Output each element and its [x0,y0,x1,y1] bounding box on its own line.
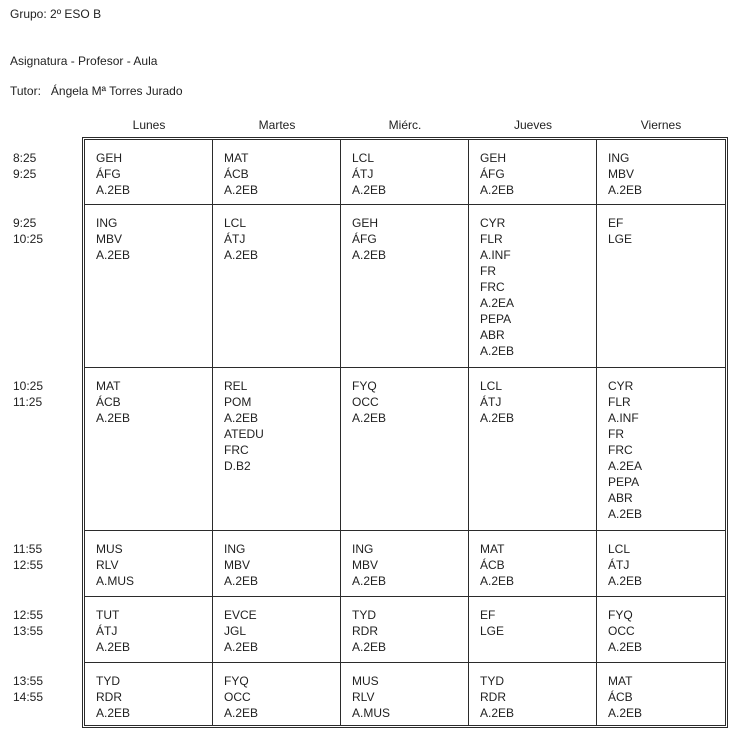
timetable-cell [85,368,213,531]
tutor-label: Tutor: [10,84,41,98]
cell-line: A.2EB [608,706,643,720]
day-header: Miérc. [388,118,422,132]
cell-line: MAT [96,379,121,393]
cell-line: A.2EB [352,640,387,654]
cell-line: LGE [480,624,505,638]
cell-line: A.2EA [608,459,643,473]
cell-line: A.INF [608,411,639,425]
cell-line: A.2EB [608,640,643,654]
cell-line: A.2EB [480,574,515,588]
cell-line: CYR [480,216,506,230]
cell-line: A.INF [480,248,511,262]
timetable-cell [597,140,725,205]
cell-line: RLV [352,690,375,704]
cell-line: TYD [352,608,376,622]
cell-line: ÁFG [96,167,121,181]
cell-line: GEH [96,151,123,165]
time-slot-label [0,140,82,205]
timetable-cell [213,205,341,368]
cell-line: ABR [480,328,505,342]
cell-line: TUT [96,608,120,622]
cell-line: MAT [608,674,633,688]
timetable-cell [597,531,725,597]
cell-line: GEH [480,151,507,165]
cell-line: LCL [224,216,247,230]
timetable-cell [597,663,725,725]
cell-line: POM [224,395,252,409]
time-start: 12:55 [13,608,44,622]
time-start: 13:55 [13,674,44,688]
cell-line: ÁTJ [96,624,118,638]
cell-line: MUS [96,542,123,556]
cell-line: A.2EB [224,574,259,588]
timetable-cell [85,140,213,205]
day-header: Lunes [132,118,166,132]
timetable-cell [213,597,341,663]
timetable-cell [469,140,597,205]
timetable-cell [597,597,725,663]
cell-line: ÁCB [96,395,121,409]
cell-line: ING [224,542,246,556]
timetable-cell [341,597,469,663]
timetable-cell [213,368,341,531]
time-end: 13:55 [13,624,44,638]
timetable-cell [469,368,597,531]
cell-line: RDR [96,690,122,704]
legend-line: Asignatura - Profesor - Aula [10,54,158,68]
time-column [0,140,82,725]
cell-line: LCL [608,542,631,556]
timetable-cell [469,663,597,725]
day-header-row [85,118,725,132]
cell-line: A.2EB [480,706,515,720]
cell-line: PEPA [480,312,512,326]
timetable-cell [341,205,469,368]
time-end: 14:55 [13,690,44,704]
cell-line: FYQ [224,674,249,688]
cell-line: FRC [480,280,505,294]
cell-line: TYD [480,674,504,688]
cell-line: MAT [224,151,249,165]
cell-line: A.2EB [224,248,259,262]
cell-line: REL [224,379,248,393]
time-start: 8:25 [13,151,37,165]
cell-line: A.2EB [96,640,131,654]
cell-line: A.2EB [352,411,387,425]
tutor-name: Ángela Mª Torres Jurado [50,84,183,98]
cell-line: A.2EB [480,344,515,358]
cell-line: FRC [224,443,249,457]
timetable-cell [597,205,725,368]
cell-line: MAT [480,542,505,556]
cell-line: GEH [352,216,379,230]
timetable-cell [341,663,469,725]
cell-line: FLR [480,232,503,246]
cell-line: A.2EB [224,706,259,720]
cell-line: LGE [608,232,633,246]
cell-line: ING [352,542,374,556]
time-end: 11:25 [13,395,43,409]
cell-line: FLR [608,395,631,409]
cell-line: FR [608,427,624,441]
timetable-cell [85,205,213,368]
cell-line: EF [608,216,624,230]
cell-line: A.2EB [224,183,259,197]
timetable-cell [85,531,213,597]
cell-line: ÁTJ [608,558,630,572]
cell-line: EF [480,608,496,622]
timetable-cell [213,663,341,725]
timetable-cell [341,368,469,531]
cell-line: PEPA [608,475,640,489]
day-header: Jueves [513,118,553,132]
time-end: 10:25 [13,232,44,246]
timetable-cell [85,663,213,725]
timetable-cell [469,531,597,597]
cell-line: ÁCB [480,558,505,572]
time-slot-label [0,205,82,368]
cell-line: ÁCB [608,690,633,704]
cell-line: A.2EB [352,248,387,262]
cell-line: ÁTJ [224,232,246,246]
cell-line: ÁFG [352,232,377,246]
cell-line: FR [480,264,496,278]
time-slot-label [0,663,82,725]
cell-line: MBV [352,558,379,572]
cell-line: TYD [96,674,120,688]
time-start: 10:25 [13,379,44,393]
cell-line: RDR [352,624,378,638]
cell-line: D.B2 [224,459,251,473]
cell-line: EVCE [224,608,257,622]
cell-line: A.MUS [96,574,135,588]
cell-line: FYQ [352,379,377,393]
timetable-cell [85,597,213,663]
cell-line: MBV [224,558,251,572]
cell-line: A.2EB [352,183,387,197]
cell-line: A.2EB [96,183,131,197]
cell-line: ING [96,216,118,230]
cell-line: A.2EB [96,411,131,425]
timetable-cell [341,140,469,205]
cell-line: CYR [608,379,634,393]
cell-line: LCL [480,379,503,393]
group-title: Grupo: 2º ESO B [10,7,102,21]
timetable-cell [213,140,341,205]
day-header: Martes [258,118,296,132]
cell-line: ÁTJ [480,395,502,409]
cell-line: MBV [608,167,635,181]
cell-line: ÁCB [224,167,249,181]
cell-line: A.2EB [352,574,387,588]
cell-line: ABR [608,491,633,505]
cell-line: A.2EB [224,411,259,425]
cell-line: RDR [480,690,506,704]
cell-line: OCC [608,624,635,638]
time-end: 12:55 [13,558,44,572]
timetable-cell [597,368,725,531]
day-header: Viernes [640,118,682,132]
cell-line: RLV [96,558,119,572]
cell-line: ATEDU [224,427,264,441]
cell-line: A.MUS [352,706,391,720]
time-end: 9:25 [13,167,37,181]
tutor-line [10,84,183,98]
time-slot-label [0,531,82,597]
time-start: 9:25 [13,216,37,230]
cell-line: FRC [608,443,633,457]
timetable-cell [341,531,469,597]
timetable-cell [213,531,341,597]
cell-line: A.2EB [608,574,643,588]
cell-line: ÁTJ [352,167,374,181]
cell-line: A.2EB [96,706,131,720]
cell-line: ÁFG [480,167,505,181]
cell-line: A.2EB [608,507,643,521]
cell-line: LCL [352,151,375,165]
cell-line: A.2EB [480,183,515,197]
cell-line: ING [608,151,630,165]
cell-line: OCC [224,690,251,704]
time-slot-label [0,368,82,531]
cell-line: A.2EB [480,411,515,425]
timetable-cell [469,205,597,368]
timetable-grid [82,137,728,728]
cell-line: A.2EB [608,183,643,197]
time-slot-label [0,597,82,663]
cell-line: JGL [224,624,247,638]
cell-line: A.2EB [96,248,131,262]
timetable-cell [469,597,597,663]
cell-line: MBV [96,232,123,246]
cell-line: FYQ [608,608,633,622]
time-start: 11:55 [13,542,43,556]
cell-line: OCC [352,395,379,409]
cell-line: A.2EA [480,296,515,310]
cell-line: MUS [352,674,379,688]
cell-line: A.2EB [224,640,259,654]
